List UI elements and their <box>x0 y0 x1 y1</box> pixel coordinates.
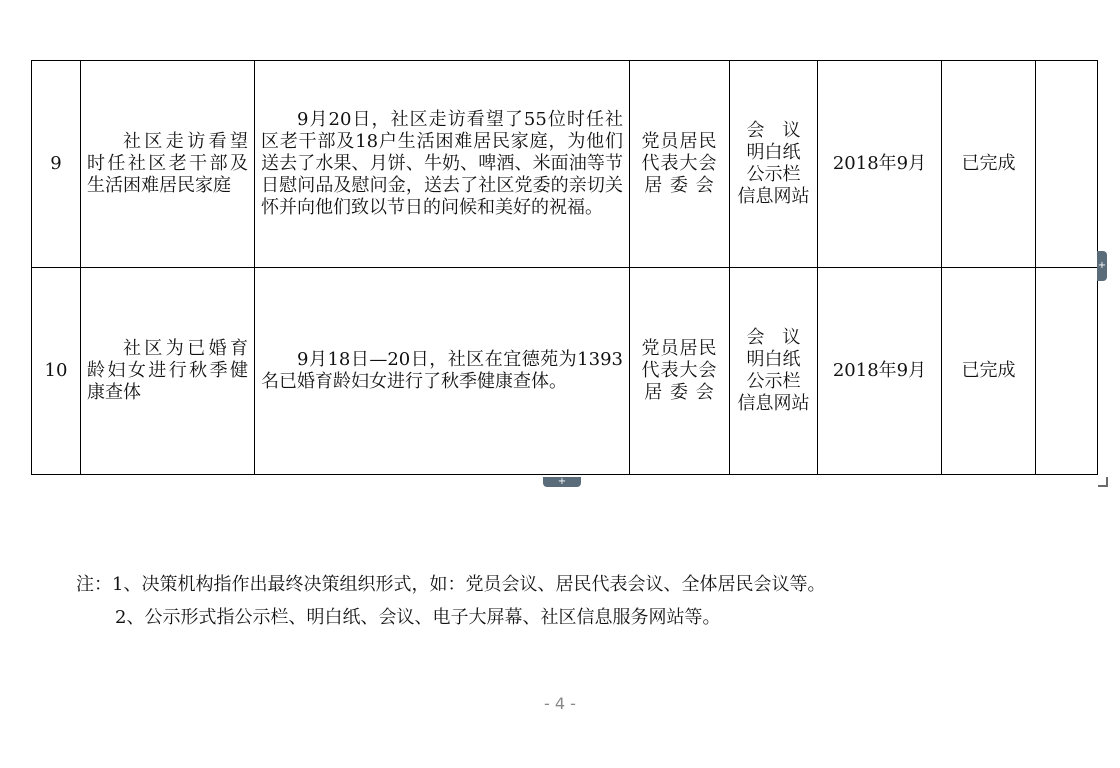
decision-org-line: 居 委 会 <box>644 175 715 196</box>
insert-row-handle[interactable]: + <box>543 477 581 487</box>
date-cell: 2018年9月 <box>818 268 942 475</box>
table-resize-handle[interactable] <box>1098 477 1108 487</box>
publicity-line: 会 议 <box>746 120 801 141</box>
decision-org-line: 代表大会 <box>641 360 718 381</box>
status-cell: 已完成 <box>942 61 1036 268</box>
remark-cell <box>1036 61 1098 268</box>
note-line: 注：1、决策机构指作出最终决策组织形式，如：党员会议、居民代表会议、全体居民会议等。 <box>76 574 826 595</box>
table-row <box>32 61 1098 268</box>
decision-org-line: 居 委 会 <box>644 382 715 403</box>
row-number: 9 <box>32 61 81 268</box>
publicity-form <box>730 268 818 475</box>
table-row <box>32 268 1098 475</box>
publicity-form <box>730 61 818 268</box>
publicity-line: 公示栏 <box>746 371 801 392</box>
remark-cell <box>1036 268 1098 475</box>
publicity-line: 明白纸 <box>746 142 801 163</box>
status-cell: 已完成 <box>942 268 1036 475</box>
decision-org-line: 党员居民 <box>641 131 718 152</box>
activity-table <box>31 60 1098 475</box>
date-cell: 2018年9月 <box>818 61 942 268</box>
publicity-line: 信息网站 <box>737 186 810 207</box>
publicity-line: 公示栏 <box>746 164 801 185</box>
item-content: 9月18日—20日，社区在宜德苑为1393名已婚育龄妇女进行了秋季健康查体。 <box>255 268 630 475</box>
decision-org <box>630 268 730 475</box>
publicity-line: 会 议 <box>746 327 801 348</box>
notes-section <box>76 568 825 634</box>
page-number: - 4 - <box>544 694 576 713</box>
note-line: 2、公示形式指公示栏、明白纸、会议、电子大屏幕、社区信息服务网站等。 <box>115 607 721 628</box>
publicity-line: 明白纸 <box>746 349 801 370</box>
decision-org-line: 代表大会 <box>641 153 718 174</box>
publicity-line: 信息网站 <box>737 393 810 414</box>
item-title: 社区为已婚育龄妇女进行秋季健康查体 <box>81 268 255 475</box>
item-content: 9月20日，社区走访看望了55位时任社区老干部及18户生活困难居民家庭，为他们送去了水果、月饼、牛奶、啤酒、米面油等节日慰问品及慰问金，送去了社区党委的亲切关怀并向他们致以节日的问候和美好的祝福。 <box>255 61 630 268</box>
decision-org <box>630 61 730 268</box>
decision-org-line: 党员居民 <box>641 338 718 359</box>
row-number: 10 <box>32 268 81 475</box>
item-title: 社区走访看望时任社区老干部及生活困难居民家庭 <box>81 61 255 268</box>
insert-column-handle[interactable]: + <box>1097 251 1107 281</box>
